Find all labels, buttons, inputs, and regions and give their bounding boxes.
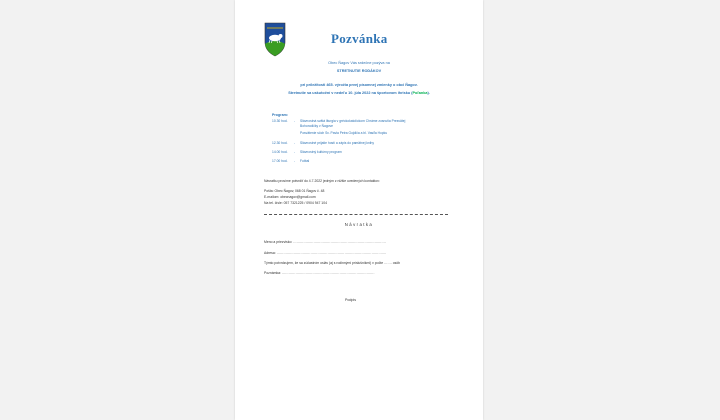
signature-label: Podpis <box>345 298 356 302</box>
rsvp-instructions: Návratku prosíme potvrdiť do 4.7.2022 jedným z nižšie uvedených kontaktov: <box>264 179 380 183</box>
program-item: 17.00 hod. - Futbal <box>272 159 310 163</box>
invitation-line: Obec Ňagov Vás srdečne pozýva na <box>328 61 390 65</box>
address-field: Adresa: ……………………………………………………………………………………. <box>264 251 387 255</box>
name-field: Meno a priezvisko: ………………………………………………………………………. <box>264 240 386 244</box>
document-page <box>235 0 483 420</box>
cut-line <box>264 214 448 215</box>
page-title: Pozvánka <box>331 31 388 46</box>
contact-phone: Na tel. čísle: 057 7321225 / 0904 947 104 <box>264 201 327 205</box>
anniversary-line: pri príležitosti 465. výročia prvej písomnej zmienky o obci Ňagov. <box>300 83 418 87</box>
date-location-line: Stretnutie sa uskutoční v nedeľu 10. júla 2022 na športovom ihrisku (Poľanka). <box>288 91 430 95</box>
contact-address: Pošta: Obec Ňagov, 068 01 Ňagov č. 48 <box>264 189 325 193</box>
contact-email: E-mailom: obecnagov@gmail.com <box>264 195 316 199</box>
notes-field: Poznámka: ………………………………………………………………………. <box>264 271 375 275</box>
program-item: Posvätenie sôch Sv. Pavla Petra Gojdiča a bl. Vasiľa Hopku <box>300 131 388 135</box>
program-item: Bohorodičky v Ňagove <box>300 124 333 128</box>
return-form-title: Návratka <box>344 222 374 227</box>
program-item: 10.30 hod. - Slávnostná svätá liturgia v gréckokatolíckom Chráme zosnutia Presvätej <box>272 119 406 123</box>
coat-of-arms-icon <box>264 22 286 57</box>
event-name: STRETNUTIE RODÁKOV <box>336 69 382 73</box>
program-item: 14.00 hod. - Slávnostný kultúrny program <box>272 150 342 154</box>
place-name: Poľanka <box>412 91 428 95</box>
attendance-field: Týmto potvrdzujem, že sa zúčastním osláv (aj s rodinnými príslušníkmi) v počte ……. osôb <box>264 261 401 265</box>
program-label: Program: <box>272 113 288 117</box>
program-item: 12.30 hod. - Slávnostné prijatie hostí a zápis do pamätnej knihy <box>272 141 375 145</box>
